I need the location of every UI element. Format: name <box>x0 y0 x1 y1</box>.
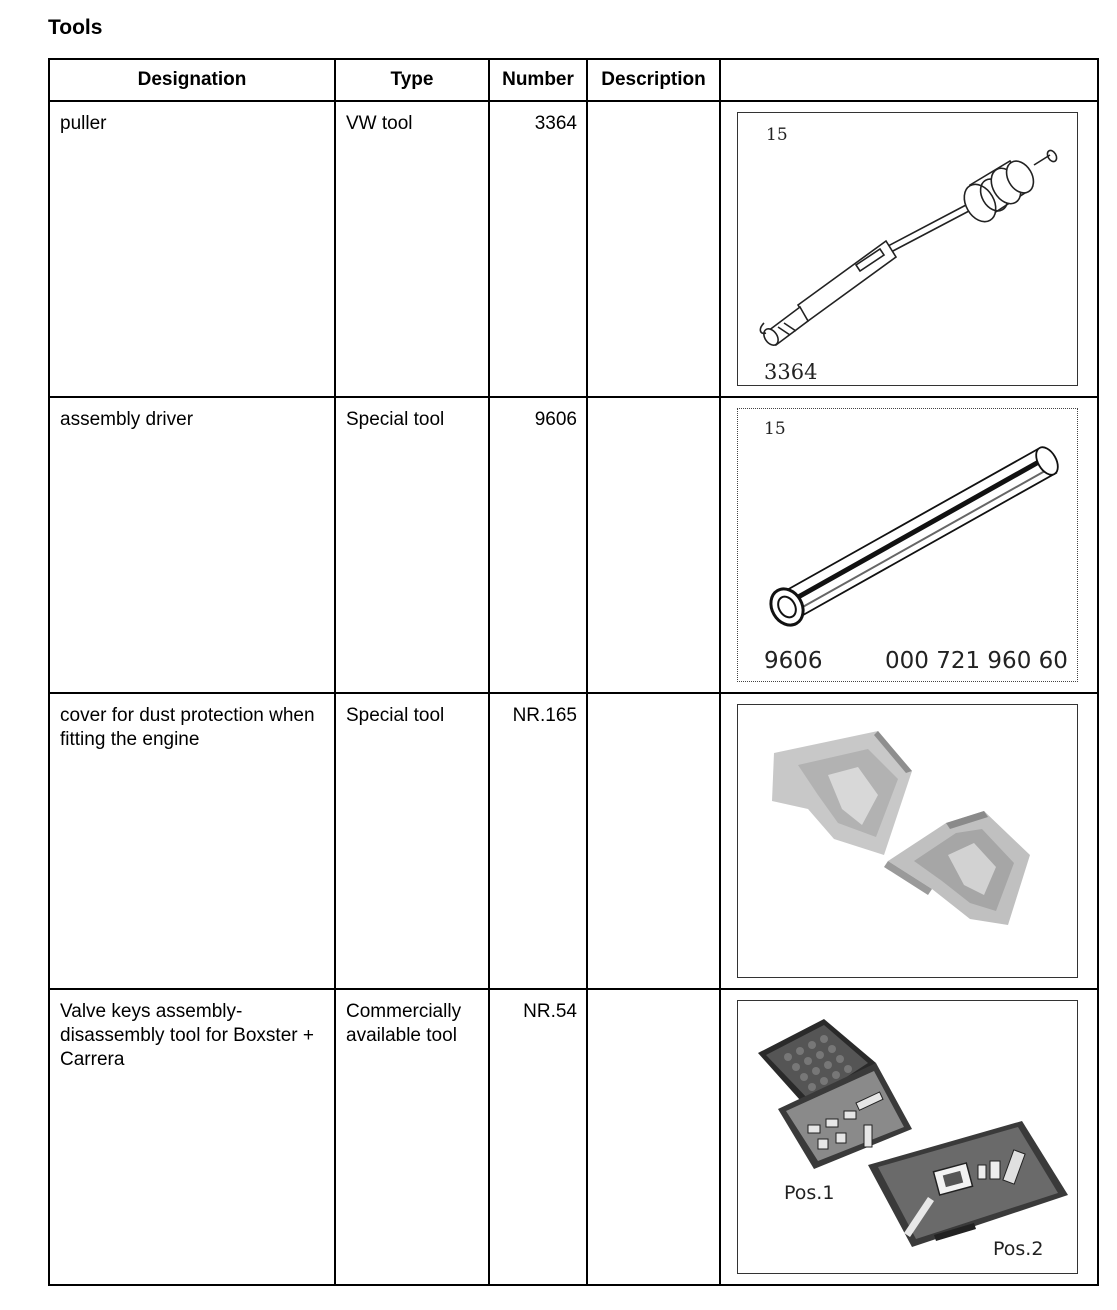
cell-image <box>720 693 1098 989</box>
cell-number <box>489 693 587 989</box>
figure-label-pos1: Pos.1 <box>784 1182 835 1204</box>
driver-figure <box>737 408 1078 682</box>
cell-number <box>489 101 587 397</box>
description-text <box>588 398 719 408</box>
designation-text: cover for dust protection when fitting the engine <box>60 705 315 750</box>
type-text: VW tool <box>346 113 413 134</box>
description-text <box>588 102 719 112</box>
header-description: Description <box>587 59 720 101</box>
cell-type <box>335 989 489 1285</box>
cell-designation <box>49 989 335 1285</box>
cell-description <box>587 101 720 397</box>
description-text <box>588 694 719 704</box>
figure-label-top: 15 <box>766 125 788 145</box>
number-text: NR.165 <box>512 705 577 726</box>
table-header-row <box>49 59 1098 101</box>
type-text: Special tool <box>346 705 445 726</box>
cell-image <box>720 397 1098 693</box>
designation-text: Valve keys assembly-disassembly tool for Boxster + Carrera <box>60 1001 314 1070</box>
puller-drawing <box>738 113 1078 386</box>
figure-label-pos2: Pos.2 <box>993 1238 1044 1260</box>
table-row <box>49 989 1098 1285</box>
cell-image <box>720 989 1098 1285</box>
cell-type <box>335 397 489 693</box>
page-title: Tools <box>48 16 103 39</box>
dust-cover-drawing <box>738 705 1078 978</box>
cell-description <box>587 397 720 693</box>
valve-tool-figure <box>737 1000 1078 1274</box>
table-row <box>49 693 1098 989</box>
description-text <box>588 990 719 1000</box>
cell-designation <box>49 693 335 989</box>
designation-text: assembly driver <box>60 409 194 430</box>
cell-designation <box>49 101 335 397</box>
table-row <box>49 101 1098 397</box>
cell-type <box>335 693 489 989</box>
tools-table <box>48 58 1099 1286</box>
figure-label-part-number: 3364 <box>764 360 818 384</box>
figure-label-order-number: 000 721 960 60 <box>885 648 1068 674</box>
type-text: Special tool <box>346 409 445 430</box>
cell-type <box>335 101 489 397</box>
figure-label-part-number: 9606 <box>764 648 823 674</box>
cell-image <box>720 101 1098 397</box>
cell-description <box>587 989 720 1285</box>
table-row <box>49 397 1098 693</box>
header-type: Type <box>335 59 489 101</box>
figure-label-top: 15 <box>764 419 786 439</box>
cell-number <box>489 989 587 1285</box>
type-text: Commercially available tool <box>346 1001 462 1046</box>
driver-drawing <box>738 409 1078 682</box>
cell-description <box>587 693 720 989</box>
cell-designation <box>49 397 335 693</box>
valve-tool-drawing <box>738 1001 1078 1274</box>
dust-cover-figure <box>737 704 1078 978</box>
puller-figure <box>737 112 1078 386</box>
header-number: Number <box>489 59 587 101</box>
header-image <box>720 59 1098 101</box>
number-text: NR.54 <box>523 1001 577 1022</box>
cell-number <box>489 397 587 693</box>
number-text: 9606 <box>534 409 577 430</box>
header-designation: Designation <box>49 59 335 101</box>
number-text: 3364 <box>534 113 577 134</box>
designation-text: puller <box>60 113 107 134</box>
